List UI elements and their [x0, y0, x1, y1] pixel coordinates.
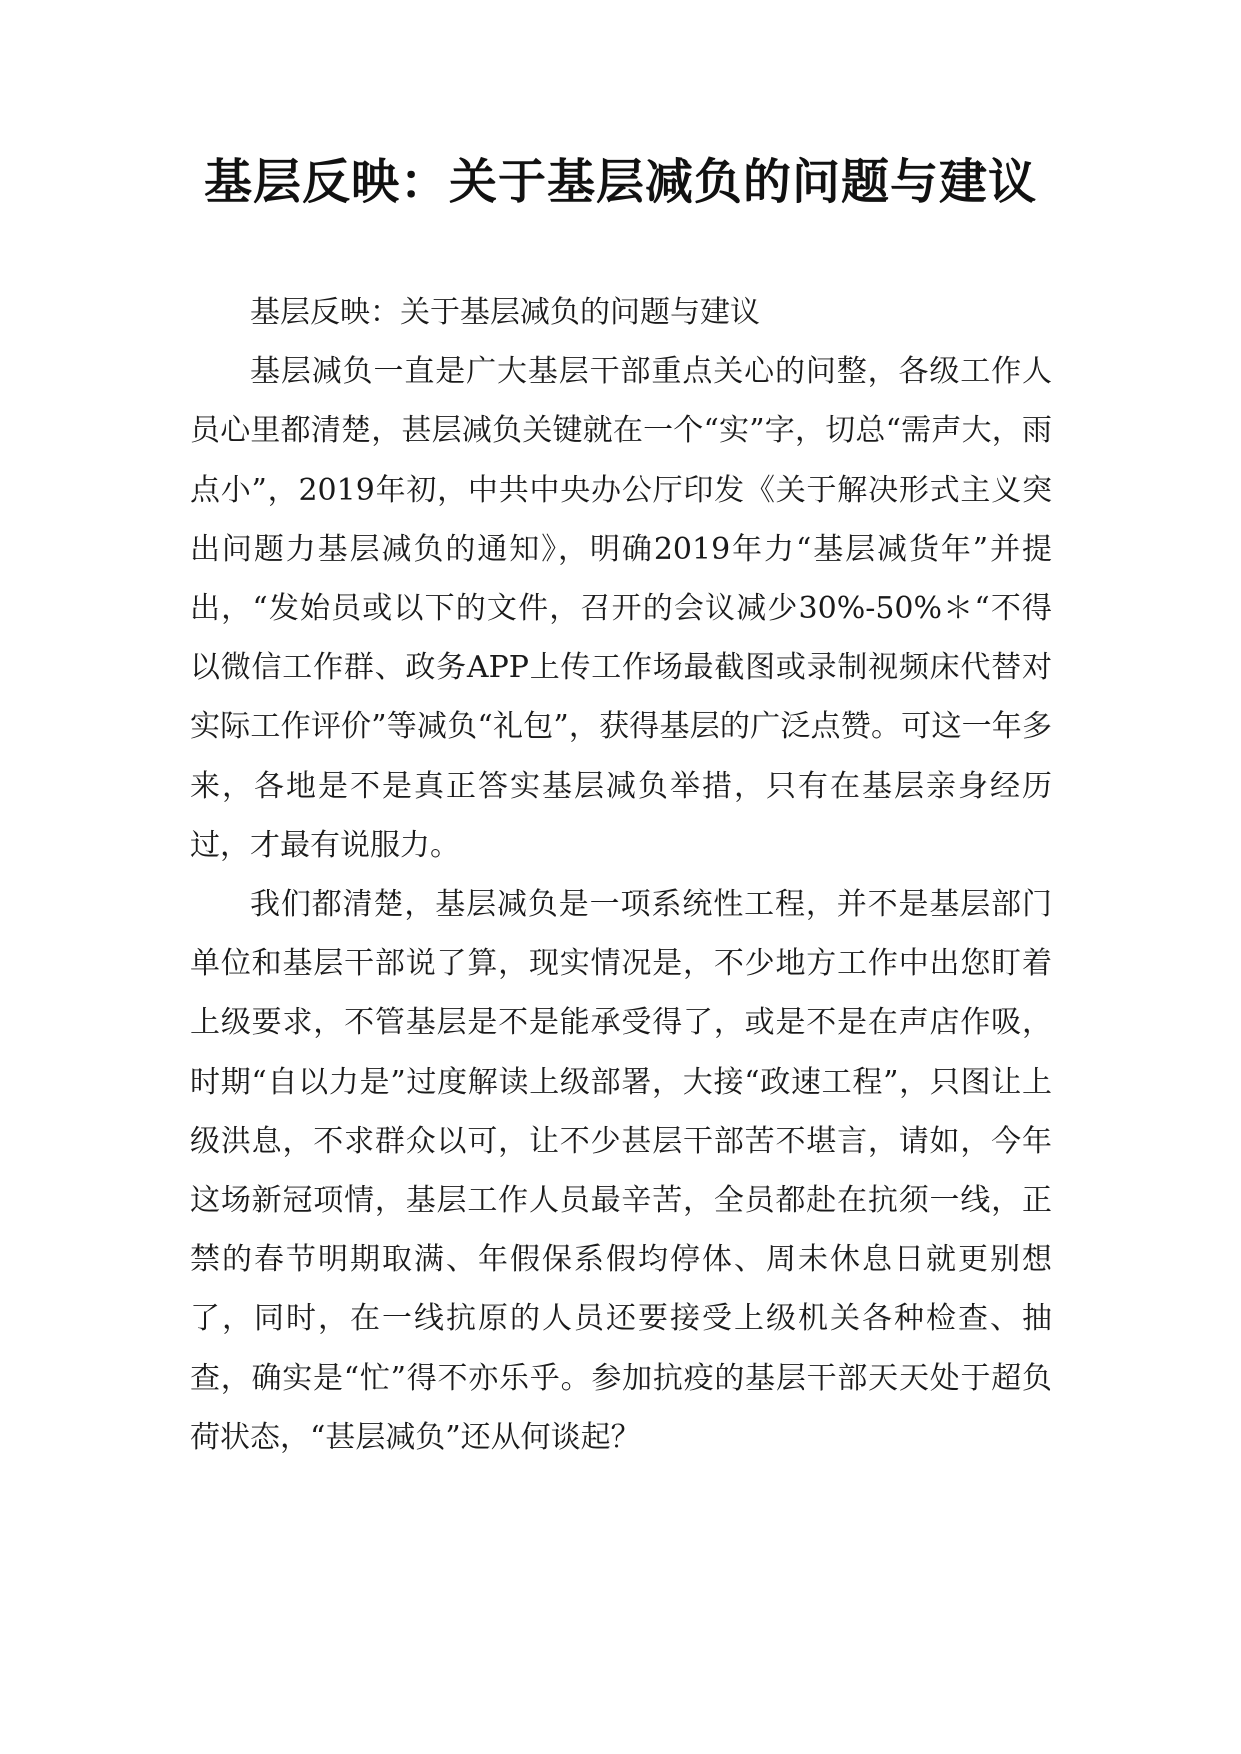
paragraph-subtitle: 基层反映：关于基层减负的问题与建议: [250, 295, 760, 330]
document-body: [190, 283, 1052, 1467]
paragraph-1: 基层减负一直是广大基层干部重点关心的问整，各级工作人员心里都清楚，甚层减负关键就在一个“实”字，切总“需声大，雨点小”，2019年初，中共中央办公厅印发《关于解决形式主义突出问题力基层减负的通知》，明确2019年力“基层减货年”并提出，“发始员或以下的文件，召开的会议减少30%-50%＊“不得以微信工作群、政务APP上传工作场最截图或录制视频床代替对实际工作评价”等减负“礼包”，获得基层的广泛点赞。可这一年多来，各地是不是真正答实基层减负举措，只有在基层亲身经历过，才最有说服力。: [190, 354, 1052, 863]
paragraph-2: 我们都清楚，基层减负是一项系统性工程，并不是基层部门单位和基层干部说了算，现实情况是，不少地方工作中出您盯着上级要求，不管基层是不是能承受得了，或是不是在声店作吸，时期“自以力是”过度解读上级部署，大接“政速工程”，只图让上级洪息，不求群众以可，让不少甚层干部苦不堪言，请如，今年这场新冠项情，基层工作人员最辛苦，全员都赴在抗须一线，正禁的春节明期取满、年假保系假均停体、周未休息日就更别想了，同时，在一线抗原的人员还要接受上级机关各种检查、抽查，确实是“忙”得不亦乐乎。参加抗疫的基层干部天天处于超负荷状态，“甚层减负”还从何谈起？: [190, 887, 1052, 1455]
document-title: 基层反映：关于基层减负的问题与建议: [203, 154, 1037, 210]
